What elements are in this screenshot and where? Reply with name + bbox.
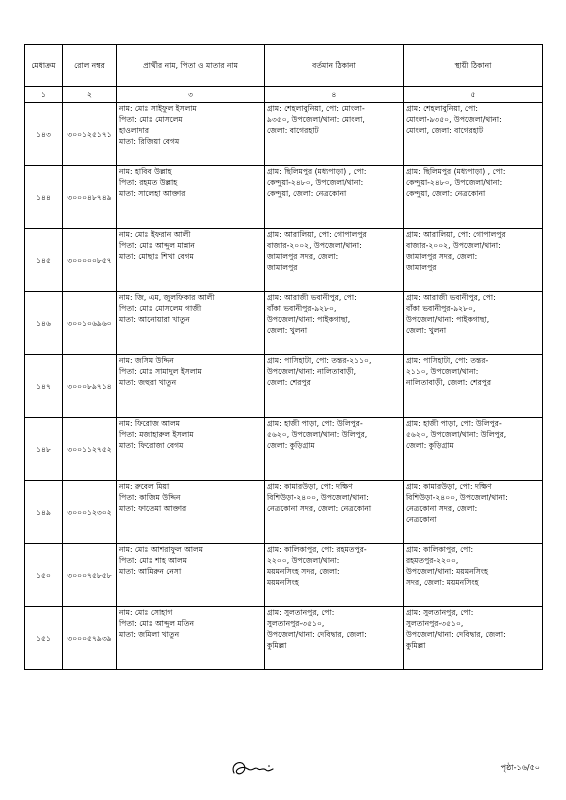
cell-line: জেলা: কুড়িগ্রাম (267, 441, 315, 450)
cell-line: নেত্রকোনা (406, 515, 437, 524)
cell-line: পিতা: মোঃ আব্দুল মান্নান (119, 241, 195, 250)
cell-line: গ্রাম: সুলতানপুর, পো: (406, 608, 474, 617)
roll-cell: ৩০০০৫৭৯৩৯ (63, 607, 117, 670)
cell-line: মাতা: মোছাঃ শিখা বেগম (119, 252, 194, 261)
cell-line: নাম: মোঃ সোহাগ (119, 608, 173, 617)
cell-line: জেলা: কুড়িগ্রাম (406, 441, 454, 450)
cell-line: মাতা: জমিলা খাতুন (119, 630, 180, 639)
candidate-name-cell (117, 481, 265, 544)
cell-line: পিতা: মোঃ মোসলেম গাজী (119, 304, 202, 313)
cell-line: উপজেলা/থানা: নালিতাবাড়ী, (267, 367, 357, 376)
cell-line: বিশিউড়া-২৪০০, উপজেলা/থানা: (406, 493, 508, 502)
cell-line: মাতা: রিজিয়া বেগম (119, 137, 180, 146)
cell-line: মাতা: ফাতেমা আক্তার (119, 504, 187, 513)
cell-line: ময়মনসিংহ সদর, জেলা: (267, 567, 340, 576)
table-row (25, 544, 543, 607)
cell-line: ২১১০, উপজেলা/থানা: (406, 367, 479, 376)
permanent-address-cell (404, 292, 543, 355)
present-address-cell (265, 166, 404, 229)
cell-line: জেলা: শেরপুর (267, 378, 311, 387)
cell-line: পিতা: রহমত উল্লাহ (119, 178, 178, 187)
cell-line: পিতা: মোঃ আব্দুল মতিন (119, 619, 195, 628)
present-address-cell (265, 481, 404, 544)
header-permanent-address: স্থায়ী ঠিকানা (404, 45, 543, 87)
cell-line: মাতা: আনোয়ারা খাতুন (119, 315, 190, 324)
cell-line: গ্রাম: হাজী পাড়া, পো: উলিপুর- (267, 419, 363, 428)
cell-line: বাজার-২০০২, উপজেলা/থানা: (267, 241, 362, 250)
table-header-row (25, 45, 543, 87)
cell-line: গ্রাম: আরালিয়া, পো: গোপালপুর (406, 230, 506, 239)
table-row (25, 292, 543, 355)
cell-line: সুলতানপুর-৩৫১০, (406, 619, 464, 628)
cell-line: রহমতপুর-২২০০, (406, 556, 459, 565)
cell-line: বাঁকা ভবানীপুর-৯২৮০, (406, 304, 476, 313)
header-serial: মেধাক্রম (25, 45, 63, 87)
cell-line: উপজেলা/থানা: দেবিদ্বার, জেলা: (406, 630, 506, 639)
candidate-name-cell (117, 103, 265, 166)
cell-line: মোংলা-৯৩৫০, উপজেলা/থানা: (406, 115, 502, 124)
table-row (25, 481, 543, 544)
permanent-address-cell (404, 544, 543, 607)
cell-line: কেন্দুয়া, জেলা: নেত্রকোনা (267, 189, 347, 198)
table-row (25, 103, 543, 166)
cell-line: উপজেলা/থানা: ময়মনসিংহ (406, 567, 489, 576)
cell-line: গ্রাম: শেহলাবুনিয়া, পো: মোংলা- (267, 104, 365, 113)
permanent-address-cell (404, 607, 543, 670)
candidate-name-cell (117, 229, 265, 292)
serial-cell: ১৫১ (25, 607, 63, 670)
cell-line: জেলা: খুলনা (406, 326, 447, 335)
cell-line: মোংলা, জেলা: বাগেরহাট (406, 126, 484, 135)
permanent-address-cell (404, 418, 543, 481)
serial-cell: ১৪৫ (25, 229, 63, 292)
present-address-cell (265, 418, 404, 481)
table-row (25, 418, 543, 481)
serial-cell: ১৫০ (25, 544, 63, 607)
cell-line: গ্রাম: শেহলাবুনিয়া, পো: (406, 104, 478, 113)
candidate-name-cell (117, 607, 265, 670)
roll-cell: ৩০০০০০৮৫৭ (63, 229, 117, 292)
header-present-address: বর্তমান ঠিকানা (265, 45, 404, 87)
cell-line: নাম: মোঃ সাইফুল ইসলাম (119, 104, 197, 113)
permanent-address-cell (404, 166, 543, 229)
cell-line: নাম: হাবিব উল্লাহ (119, 167, 172, 176)
cell-line: ৯৩৫০, উপজেলা/থানা: মোংলা, (267, 115, 365, 124)
column-number: ২ (63, 87, 117, 103)
header-roll: রোল নম্বর (63, 45, 117, 87)
serial-cell: ১৪৪ (25, 166, 63, 229)
cell-line: গ্রাম: পাসিহাটা, পো: তন্তর- (406, 356, 489, 365)
signature-icon (228, 757, 276, 785)
cell-line: গ্রাম: আরাজী ভবানীপুর, পো: (267, 293, 357, 302)
cell-line: জামালপুর (267, 263, 298, 272)
roll-cell: ৩০০০৪৮৭৪৯ (63, 166, 117, 229)
cell-line: গ্রাম: ছিলিমপুর (মধ্যপাড়া) , পো: (267, 167, 367, 176)
cell-line: ২২০০, উপজেলা/থানা: (267, 556, 340, 565)
cell-line: জামালপুর সদর, জেলা: (406, 252, 478, 261)
permanent-address-cell (404, 229, 543, 292)
cell-line: নাম: জি, এম, জুলফিকার আলী (119, 293, 215, 302)
serial-cell: ১৪৮ (25, 418, 63, 481)
cell-line: নাম: রুবেল মিয়া (119, 482, 170, 491)
serial-cell: ১৪৬ (25, 292, 63, 355)
cell-line: নাম: জসিম উদ্দিন (119, 356, 174, 365)
roll-cell: ৩০০০১২৩০২ (63, 481, 117, 544)
table-row (25, 166, 543, 229)
header-name: প্রার্থীর নাম, পিতা ও মাতার নাম (117, 45, 265, 87)
table-row (25, 355, 543, 418)
cell-line: জামালপুর সদর, জেলা: (267, 252, 339, 261)
column-number: ৩ (117, 87, 265, 103)
cell-line: উপজেলা/থানা: পাইকগাছা, (267, 315, 351, 324)
cell-line: মাতা: ফিরোজা বেগম (119, 441, 184, 450)
cell-line: কুমিল্লা (406, 641, 426, 650)
cell-line: নাম: ফিরোজ আলম (119, 419, 181, 428)
cell-line: পিতা: কাজিম উদ্দিন (119, 493, 181, 502)
present-address-cell (265, 103, 404, 166)
cell-line: নালিতাবাড়ী, জেলা: শেরপুর (406, 378, 492, 387)
cell-line: গ্রাম: হাজী পাড়া, পো: উলিপুর- (406, 419, 502, 428)
permanent-address-cell (404, 355, 543, 418)
serial-cell: ১৪৭ (25, 355, 63, 418)
candidate-table (24, 44, 543, 670)
present-address-cell (265, 355, 404, 418)
roll-cell: ৩০০১০৬৯৬০ (63, 292, 117, 355)
table-row (25, 607, 543, 670)
cell-line: কেন্দুয়া-২৪৮০, উপজেলা/থানা: (406, 178, 503, 187)
cell-line: গ্রাম: আরাজী ভবানীপুর, পো: (406, 293, 496, 302)
column-number: ১ (25, 87, 63, 103)
cell-line: ৫৬২০, উপজেলা/থানা: উলিপুর, (406, 430, 507, 439)
roll-cell: ৩০০১১২৭৫২ (63, 418, 117, 481)
present-address-cell (265, 229, 404, 292)
cell-line: গ্রাম: কালিকাপুর, পো: রহমতপুর- (267, 545, 367, 554)
cell-line: বাজার-২০০২, উপজেলা/থানা: (406, 241, 501, 250)
present-address-cell (265, 544, 404, 607)
cell-line: মাতা: জহুরা খাতুন (119, 378, 177, 387)
cell-line: গ্রাম: আরালিয়া, পো: গোপালপুর (267, 230, 367, 239)
cell-line: গ্রাম: সুলতানপুর, পো: (267, 608, 335, 617)
column-number: ৫ (404, 87, 543, 103)
cell-line: ময়মনসিংহ (267, 578, 299, 587)
cell-line: গ্রাম: কামারউড়া, পো: দক্ষিণ (267, 482, 353, 491)
cell-line: পিতা: মজাহারুল ইসলাম (119, 430, 194, 439)
cell-line: ৫৬২০, উপজেলা/থানা: উলিপুর, (267, 430, 368, 439)
candidate-name-cell (117, 544, 265, 607)
cell-line: গ্রাম: পাসিহাটা, পো: তন্তর-২১১০, (267, 356, 372, 365)
roll-cell: ৩০০০৮৯৭১৪ (63, 355, 117, 418)
permanent-address-cell (404, 481, 543, 544)
cell-line: সদর, জেলা: ময়মনসিংহ (406, 578, 479, 587)
cell-line: বাঁকা ভবানীপুর-৯২৮০, (267, 304, 337, 313)
column-number: ৪ (265, 87, 404, 103)
cell-line: মাতা: সালেহা আক্তার (119, 189, 186, 198)
cell-line: পিতা: মোঃ সামাদুল ইসলাম (119, 367, 202, 376)
serial-cell: ১৪৯ (25, 481, 63, 544)
cell-line: গ্রাম: কালিকাপুর, পো: (406, 545, 474, 554)
cell-line: নাম: মোঃ ইফরান আলী (119, 230, 191, 239)
cell-line: গ্রাম: কামারউড়া, পো: দক্ষিণ (406, 482, 492, 491)
cell-line: নেত্রকোনা সদর, জেলা: (406, 504, 478, 513)
serial-cell: ১৪৩ (25, 103, 63, 166)
roll-cell: ৩০০১২৫১৭১ (63, 103, 117, 166)
cell-line: উপজেলা/থানা: পাইকগাছা, (406, 315, 490, 324)
cell-line: কেন্দুয়া, জেলা: নেত্রকোনা (406, 189, 486, 198)
cell-line: জেলা: খুলনা (267, 326, 308, 335)
cell-line: জেলা: বাগেরহাট (267, 126, 319, 135)
cell-line: সুলতানপুর-৩৫১০, (267, 619, 325, 628)
cell-line: কেন্দুয়া-২৪৮০, উপজেলা/থানা: (267, 178, 364, 187)
cell-line: জামালপুর (406, 263, 437, 272)
cell-line: গ্রাম: ছিলিমপুর (মধ্যপাড়া) , পো: (406, 167, 506, 176)
permanent-address-cell (404, 103, 543, 166)
present-address-cell (265, 292, 404, 355)
present-address-cell (265, 607, 404, 670)
cell-line: উপজেলা/থানা: দেবিদ্বার, জেলা: (267, 630, 367, 639)
roll-cell: ৩০০০৭৫৮৫৮ (63, 544, 117, 607)
candidate-name-cell (117, 355, 265, 418)
cell-line: পিতা: মোঃ মোসলেম (119, 115, 183, 124)
candidate-name-cell (117, 418, 265, 481)
cell-line: বিশিউড়া-২৪০০, উপজেলা/থানা: (267, 493, 369, 502)
cell-line: মাতা: আমিরুন নেসা (119, 567, 182, 576)
cell-line: হাওলাদার (119, 126, 150, 135)
candidate-name-cell (117, 292, 265, 355)
page-number: পৃষ্ঠা-১৬/৫০ (500, 763, 540, 772)
cell-line: নেত্রকোনা সদর, জেলা: নেত্রকোনা (267, 504, 372, 513)
cell-line: কুমিল্লা (267, 641, 287, 650)
cell-line: পিতা: মোঃ শাহ আলম (119, 556, 187, 565)
column-number-row (25, 87, 543, 103)
candidate-name-cell (117, 166, 265, 229)
cell-line: নাম: মোঃ আশরাফুল আলম (119, 545, 203, 554)
table-row (25, 229, 543, 292)
